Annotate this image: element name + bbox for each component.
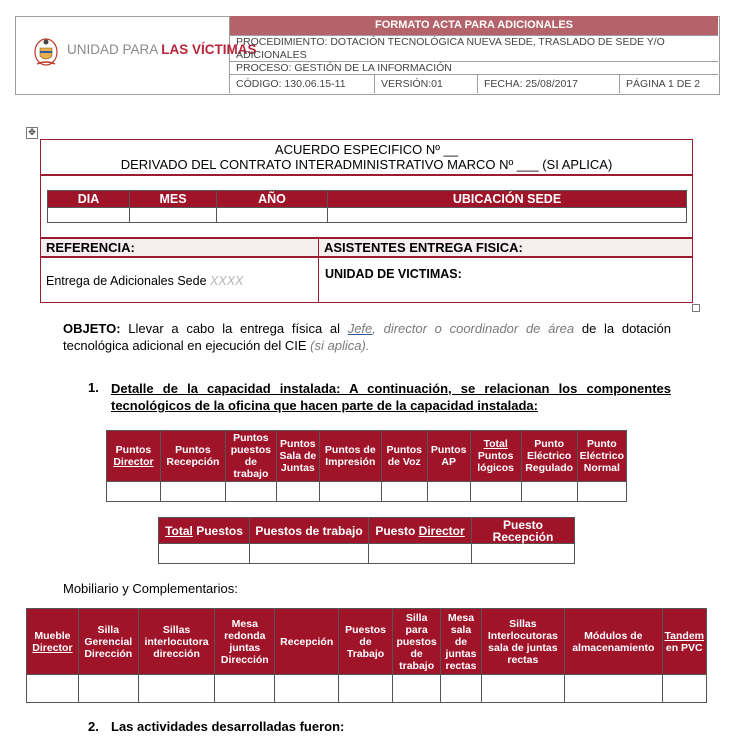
th-mesa-sala: Mesa sala de juntas rectas [441,609,481,675]
cell-input[interactable] [662,675,706,703]
cell-input[interactable] [159,544,250,564]
input-dia[interactable] [48,208,130,223]
cell-input[interactable] [521,482,577,502]
header-mes: MES [130,191,217,208]
puestos-table [158,517,575,564]
th-mueble-director: Mueble Director [27,609,79,675]
th-puesto-director: Puesto Director [369,518,472,544]
capacidad-instalada-table [106,430,627,502]
th-puntos-recepcion: Puntos Recepción [160,431,225,482]
th-sillas-interlocutora: Sillas interlocutora dirección [138,609,215,675]
th-puesto-recepcion: Puesto Recepción [472,518,575,544]
table-resize-handle[interactable] [692,304,700,312]
asistentes-header: ASISTENTES ENTREGA FISICA: [318,238,693,257]
th-puntos-puestos: Puntos puestos de trabajo [225,431,276,482]
section-1-number: 1. [88,380,99,395]
th-puestos-trabajo-mob: Puestos de Trabajo [339,609,393,675]
logo-text: UNIDAD PARA LAS VÍCTIMAS [67,42,257,57]
table-move-handle-icon[interactable]: ✥ [26,127,38,139]
mobiliario-label: Mobiliario y Complementarios: [63,581,238,596]
form-title: FORMATO ACTA PARA ADICIONALES [230,16,718,35]
th-total-puntos: Total Puntos lógicos [470,431,521,482]
referencia-field[interactable]: Entrega de Adicionales Sede XXXX [40,257,319,303]
cell-input[interactable] [138,675,215,703]
input-ano[interactable] [217,208,328,223]
cell-input[interactable] [427,482,470,502]
header-dia: DIA [48,191,130,208]
cell-input[interactable] [319,482,381,502]
cell-input[interactable] [107,482,161,502]
cell-input[interactable] [250,544,369,564]
cell-input[interactable] [472,544,575,564]
th-puntos-ap: Puntos AP [427,431,470,482]
th-modulos-almacenamiento: Módulos de almacenamiento [565,609,662,675]
cell-input[interactable] [225,482,276,502]
th-silla-gerencial: Silla Gerencial Dirección [78,609,138,675]
version-label: VERSIÓN:01 [381,78,443,90]
input-mes[interactable] [130,208,217,223]
cell-input[interactable] [160,482,225,502]
procedimiento-row: PROCEDIMIENTO: DOTACIÓN TECNOLÓGICA NUEVA SEDE, TRASLADO DE SEDE Y/O ADICIONALES [230,35,718,61]
cell-input[interactable] [275,675,339,703]
codigo-label: CÓDIGO: 130.06.15-11 [236,78,346,90]
agreement-title-box [40,139,693,175]
proceso-row: PROCESO: GESTIÓN DE LA INFORMACIÓN [230,61,718,74]
cell-input[interactable] [577,482,626,502]
section-1-title: Detalle de la capacidad instalada: A continuación, se relacionan los componentes tecnológicos de la oficina que hacen parte de la capacidad instalada: [111,381,671,413]
th-electrico-normal: Punto Eléctrico Normal [577,431,626,482]
cell-input[interactable] [215,675,275,703]
coat-of-arms-icon [31,34,61,68]
header-ubicacion-sede: UBICACIÓN SEDE [328,191,687,208]
fecha-label: FECHA: 25/08/2017 [484,78,578,90]
mobiliario-table [26,608,707,703]
cell-input[interactable] [339,675,393,703]
th-puntos-impresion: Puntos de Impresión [319,431,381,482]
cell-input[interactable] [276,482,319,502]
date-location-table [47,190,687,223]
th-silla-puestos: Silla para puestos de trabajo [392,609,440,675]
unidad-victimas-field[interactable]: UNIDAD DE VICTIMAS: [318,257,693,303]
th-mesa-redonda: Mesa redonda juntas Dirección [215,609,275,675]
jefe-term: Jefe [347,321,373,336]
header-ano: AÑO [217,191,328,208]
pagina-label: PÁGINA 1 DE 2 [626,78,701,90]
th-sillas-interlocutoras-sala: Sillas Interlocutoras sala de juntas rectas [481,609,565,675]
th-total-puestos: Total Puestos [159,518,250,544]
sede-placeholder: XXXX [210,274,244,288]
agreement-title: ACUERDO ESPECIFICO Nº __ [274,142,459,157]
agreement-subtitle: DERIVADO DEL CONTRATO INTERADMINISTRATIVO MARCO Nº ___ (SI APLICA) [120,157,613,172]
th-puntos-sala: Puntos Sala de Juntas [276,431,319,482]
cell-input[interactable] [565,675,662,703]
logo-cell [15,16,257,93]
referencia-header: REFERENCIA: [40,238,319,257]
cell-input[interactable] [441,675,481,703]
input-ubicacion-sede[interactable] [328,208,687,223]
section-2-title: Las actividades desarrolladas fueron: [111,719,345,734]
cell-input[interactable] [369,544,472,564]
cell-input[interactable] [470,482,521,502]
th-tandem-pvc: Tandem en PVC [662,609,706,675]
cell-input[interactable] [381,482,427,502]
cell-input[interactable] [78,675,138,703]
cell-input[interactable] [27,675,79,703]
info-row [230,74,718,93]
objeto-paragraph: OBJETO: Llevar a cabo la entrega física al Jefe, director o coordinador de área de la dotación tecnológica adicional en ejecución del CIE (si aplica). [63,321,671,353]
section-2-number: 2. [88,719,99,734]
th-recepcion: Recepción [275,609,339,675]
th-puestos-trabajo: Puestos de trabajo [250,518,369,544]
th-puntos-director: Puntos Director [107,431,161,482]
cell-input[interactable] [481,675,565,703]
th-puntos-voz: Puntos de Voz [381,431,427,482]
cell-input[interactable] [392,675,440,703]
th-electrico-regulado: Punto Eléctrico Regulado [521,431,577,482]
